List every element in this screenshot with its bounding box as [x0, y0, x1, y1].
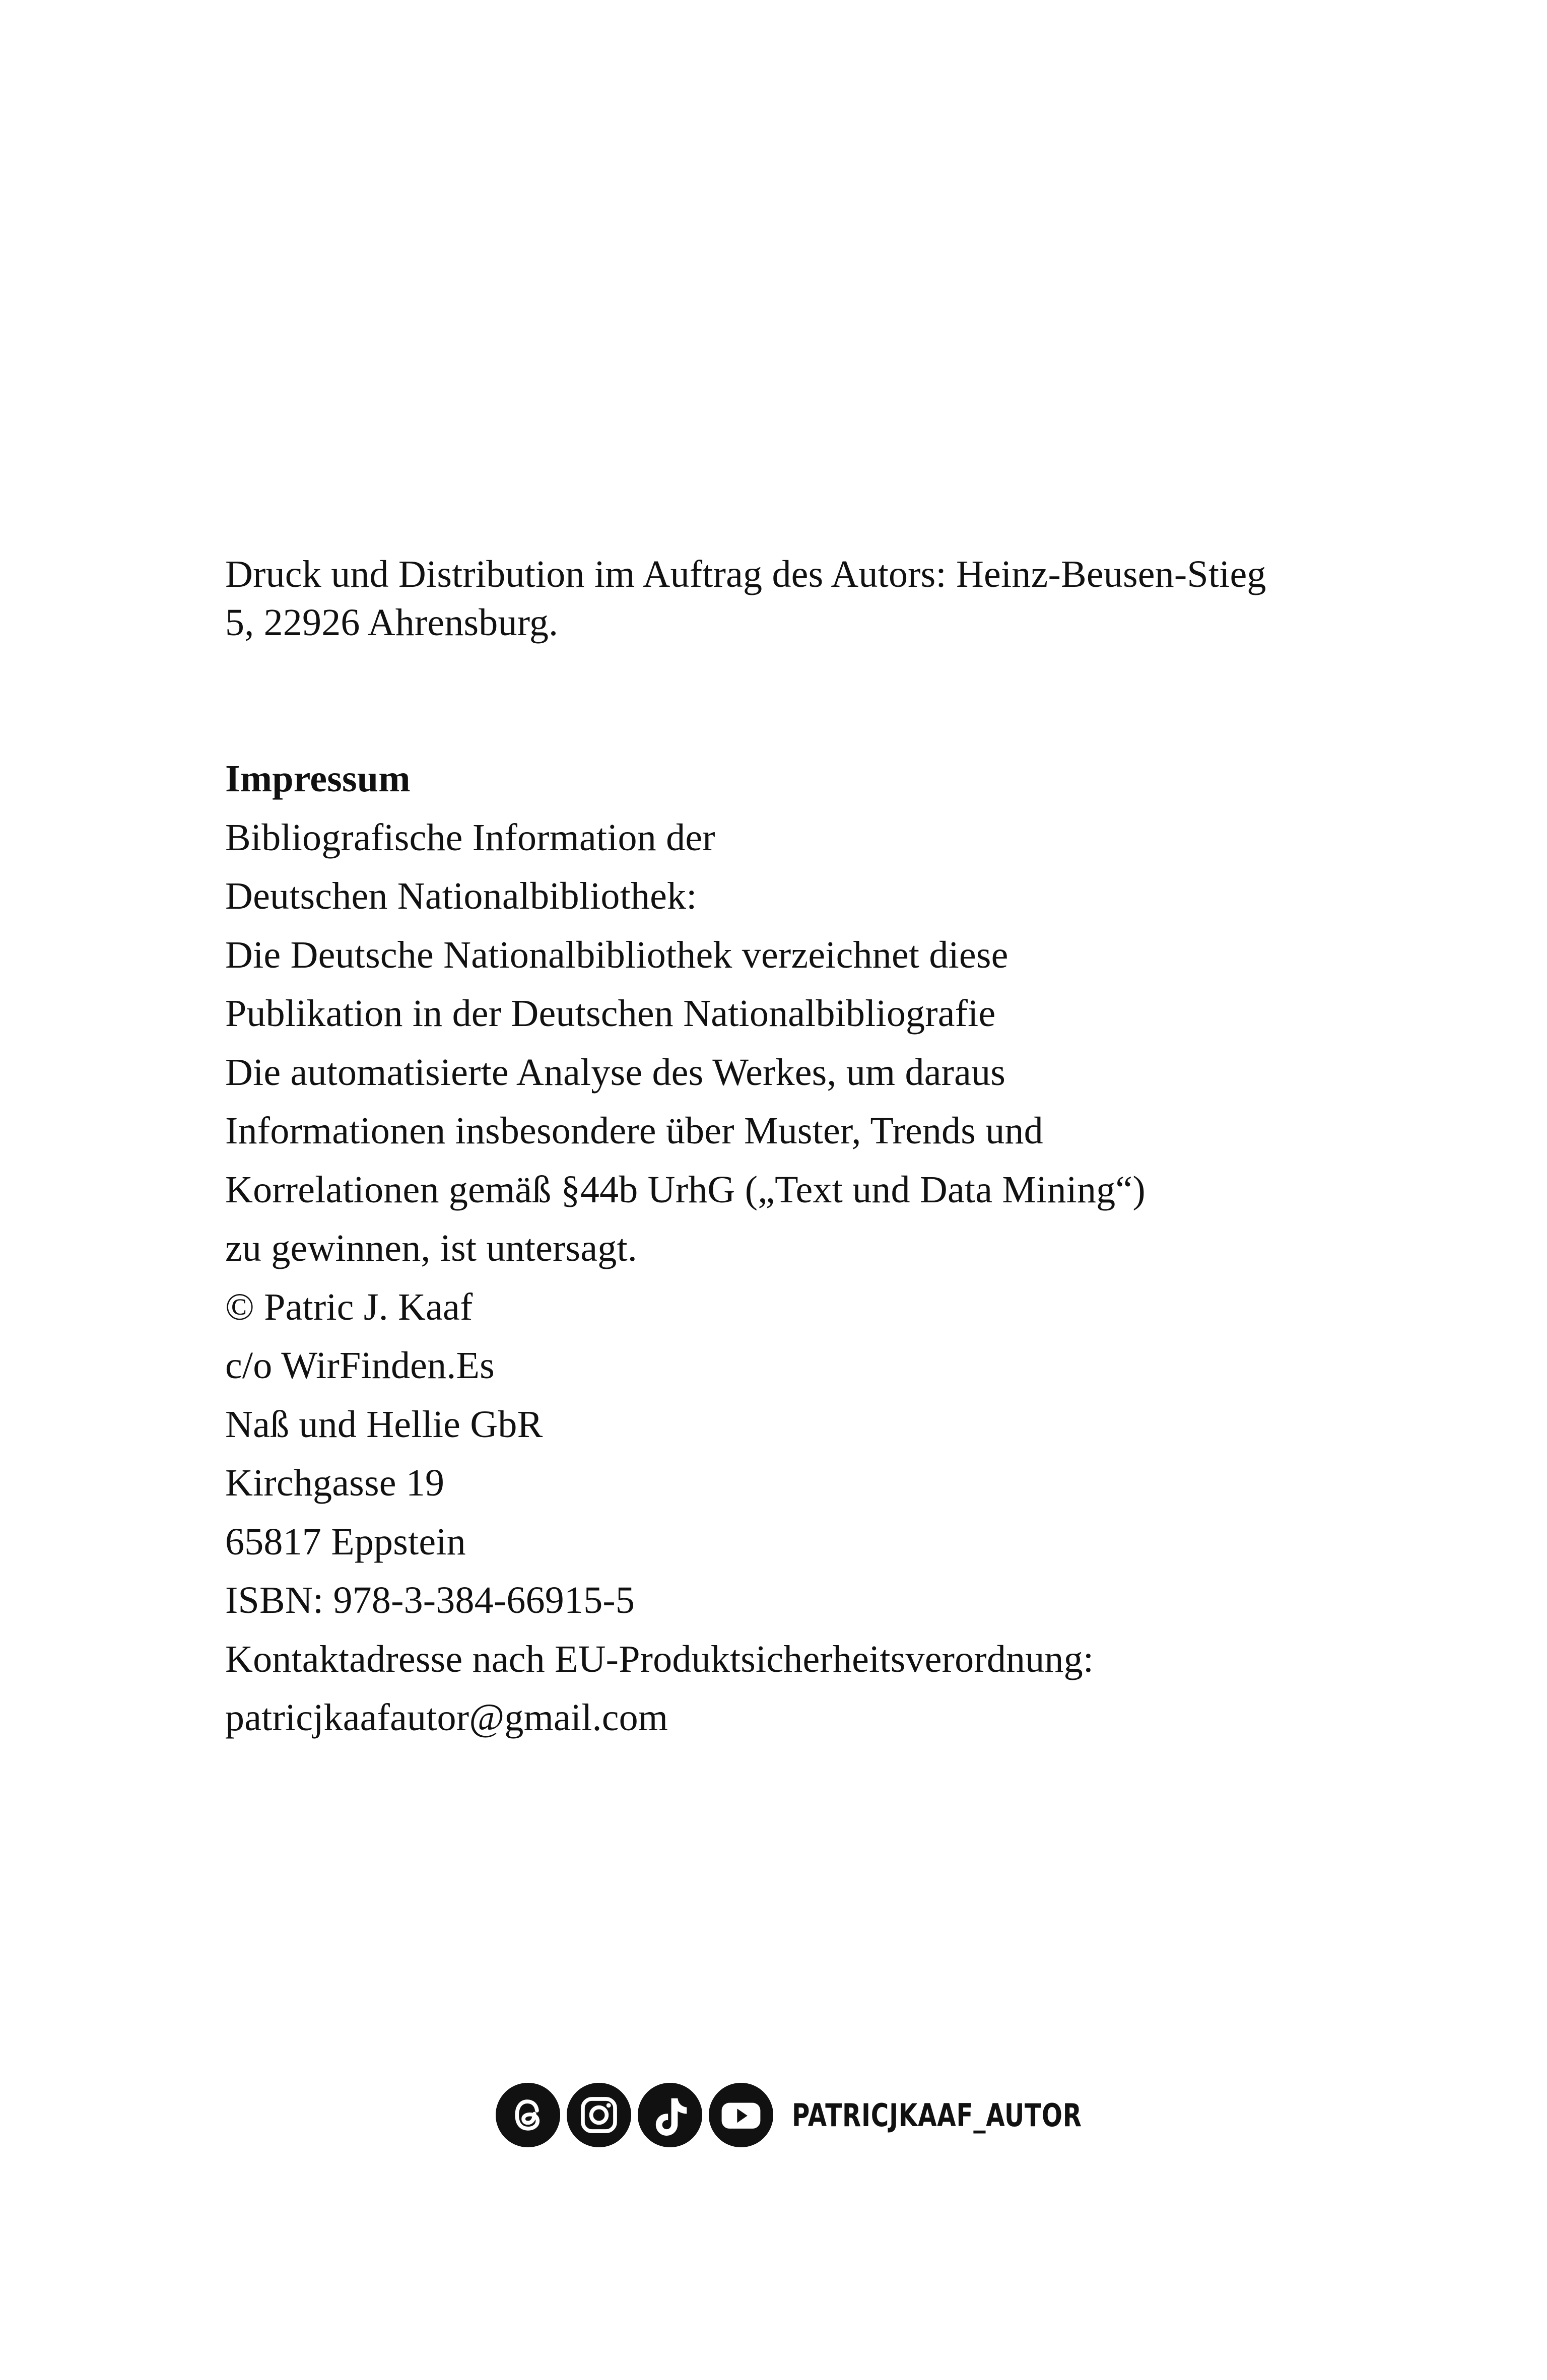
contact-email: patricjkaafautor@gmail.com — [225, 1696, 668, 1739]
imprint-line: Kontaktadresse nach EU-Produktsicherheitsverordnung: — [225, 1638, 1094, 1680]
imprint-line: Die automatisierte Analyse des Werkes, um daraus — [225, 1051, 1006, 1094]
social-handle: PATRICJKAAF_AUTOR — [792, 2096, 1082, 2134]
youtube-icon — [709, 2083, 773, 2147]
imprint-line: Kirchgasse 19 — [225, 1462, 445, 1504]
print-note-line-1: Druck und Distribution im Auftrag des Autors: Heinz-Beusen-Stieg — [225, 553, 1266, 595]
copyright-line: © Patric J. Kaaf — [225, 1285, 473, 1328]
isbn-line: ISBN: 978-3-384-66915-5 — [225, 1579, 635, 1621]
tiktok-icon — [638, 2083, 702, 2147]
print-distribution-note — [225, 550, 1359, 647]
imprint-section — [225, 750, 1359, 1747]
imprint-line: Bibliografische Information der — [225, 816, 715, 859]
instagram-icon — [567, 2083, 631, 2147]
threads-icon — [496, 2083, 560, 2147]
imprint-line: Publikation in der Deutschen Nationalbibliografie — [225, 992, 996, 1035]
social-media-bar — [496, 2082, 1164, 2148]
imprint-heading: Impressum — [225, 758, 411, 800]
print-note-line-2: 5, 22926 Ahrensburg. — [225, 601, 559, 644]
imprint-line: zu gewinnen, ist untersagt. — [225, 1227, 637, 1269]
imprint-line: Naß und Hellie GbR — [225, 1403, 543, 1446]
imprint-line: Informationen insbesondere über Muster, Trends und — [225, 1110, 1043, 1152]
imprint-line: c/o WirFinden.Es — [225, 1344, 495, 1387]
imprint-line: Deutschen Nationalbibliothek: — [225, 875, 697, 917]
imprint-line: 65817 Eppstein — [225, 1520, 466, 1563]
imprint-line: Die Deutsche Nationalbibliothek verzeichnet diese — [225, 933, 1008, 976]
imprint-line: Korrelationen gemäß §44b UrhG („Text und Data Mining“) — [225, 1168, 1146, 1211]
